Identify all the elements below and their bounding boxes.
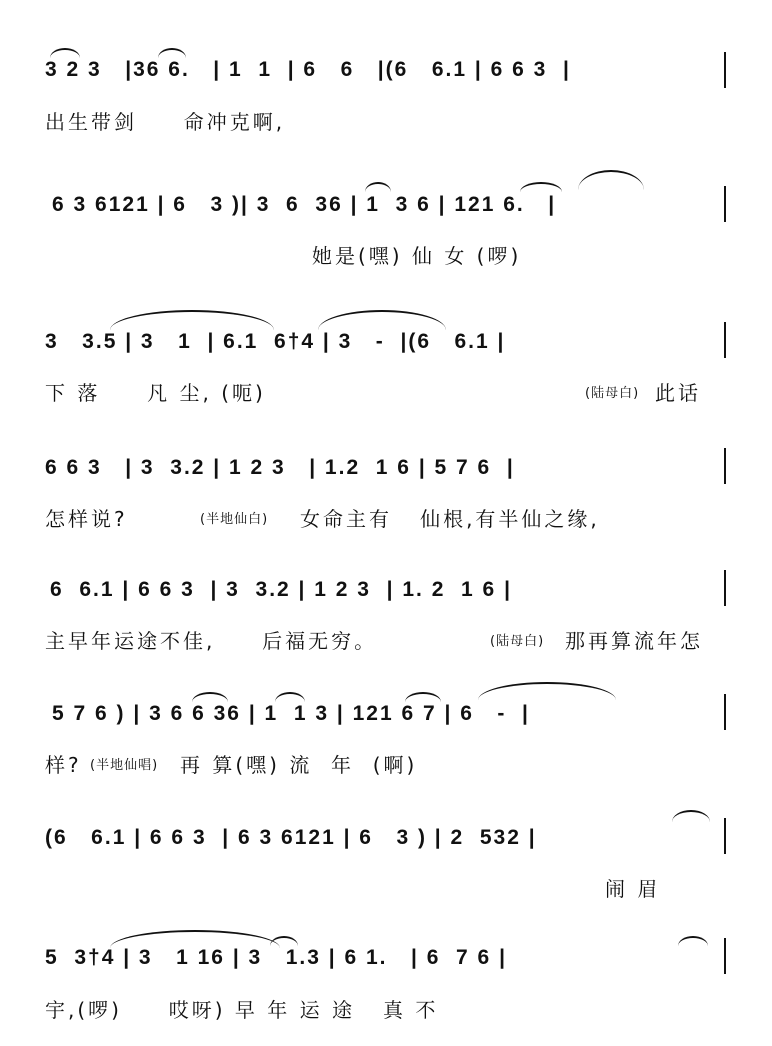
final-barline [724,570,726,606]
spoken-aside: (陆母白) [585,386,640,401]
slur-mark [578,170,644,190]
notation-line: 5 7 6 ) | 3 6 6 36 | 1 1 3 | 121 6 7 | 6 - | [52,702,530,725]
slur-mark [192,692,228,702]
slur-mark [275,692,305,702]
slur-mark [678,936,708,946]
notation-line: 3 3.5 | 3 1 | 6.1 6†4 | 3 - |(6 6.1 | [45,330,506,353]
lyric-line-end: 此话 [655,381,701,405]
slur-mark [110,930,280,948]
slur-mark [50,48,80,58]
final-barline [724,938,726,974]
lyric-line: 她是(嘿) 仙 女 (啰) [312,244,522,268]
slur-mark [478,682,616,700]
slur-mark [110,310,274,330]
notation-line: 3 2 3 |36 6. | 1 1 | 6 6 |(6 6.1 | 6 6 3 | [45,58,571,81]
lyric-line: 下 落 凡 尘, (呃) [45,381,266,405]
lyric-line: 闹 眉 [605,877,661,901]
slur-mark [365,182,391,192]
final-barline [724,448,726,484]
lyric-line-end: 再 算(嘿) 流 年 (啊) [180,753,418,777]
final-barline [724,694,726,730]
notation-line: 6 3 6121 | 6 3 )| 3 6 36 | 1 3 6 | 121 6. | [52,193,557,216]
spoken-aside: (陆母白) [490,634,545,649]
slur-mark [158,48,186,58]
slur-mark [520,182,562,192]
final-barline [724,818,726,854]
slur-mark [672,810,710,822]
slur-mark [318,310,446,330]
notation-line: (6 6.1 | 6 6 3 | 6 3 6121 | 6 3 ) | 2 532 | [45,826,537,849]
final-barline [724,322,726,358]
notation-line: 6 6 3 | 3 3.2 | 1 2 3 | 1.2 1 6 | 5 7 6 | [45,456,515,479]
lyric-line: 样? [45,753,82,777]
slur-mark [405,692,441,702]
slur-mark [270,936,298,946]
spoken-aside: (半地仙唱) [90,758,159,773]
lyric-line: 出生带剑 命冲克啊, [45,110,286,134]
lyric-line: 宇,(啰) 哎呀) 早 年 运 途 真 不 [45,998,439,1022]
notation-line: 6 6.1 | 6 6 3 | 3 3.2 | 1 2 3 | 1. 2 1 6 | [50,578,512,601]
lyric-line: 主早年运途不佳, 后福无穷。 [45,629,378,653]
spoken-aside: (半地仙白) [200,512,269,527]
lyric-line-end: 那再算流年怎 [565,629,703,653]
lyric-line: 怎样说? [45,507,128,531]
final-barline [724,52,726,88]
final-barline [724,186,726,222]
notation-line: 5 3†4 | 3 1 16 | 3 1.3 | 6 1. | 6 7 6 | [45,946,507,969]
lyric-line-end: 女命主有 仙根,有半仙之缘, [300,507,600,531]
